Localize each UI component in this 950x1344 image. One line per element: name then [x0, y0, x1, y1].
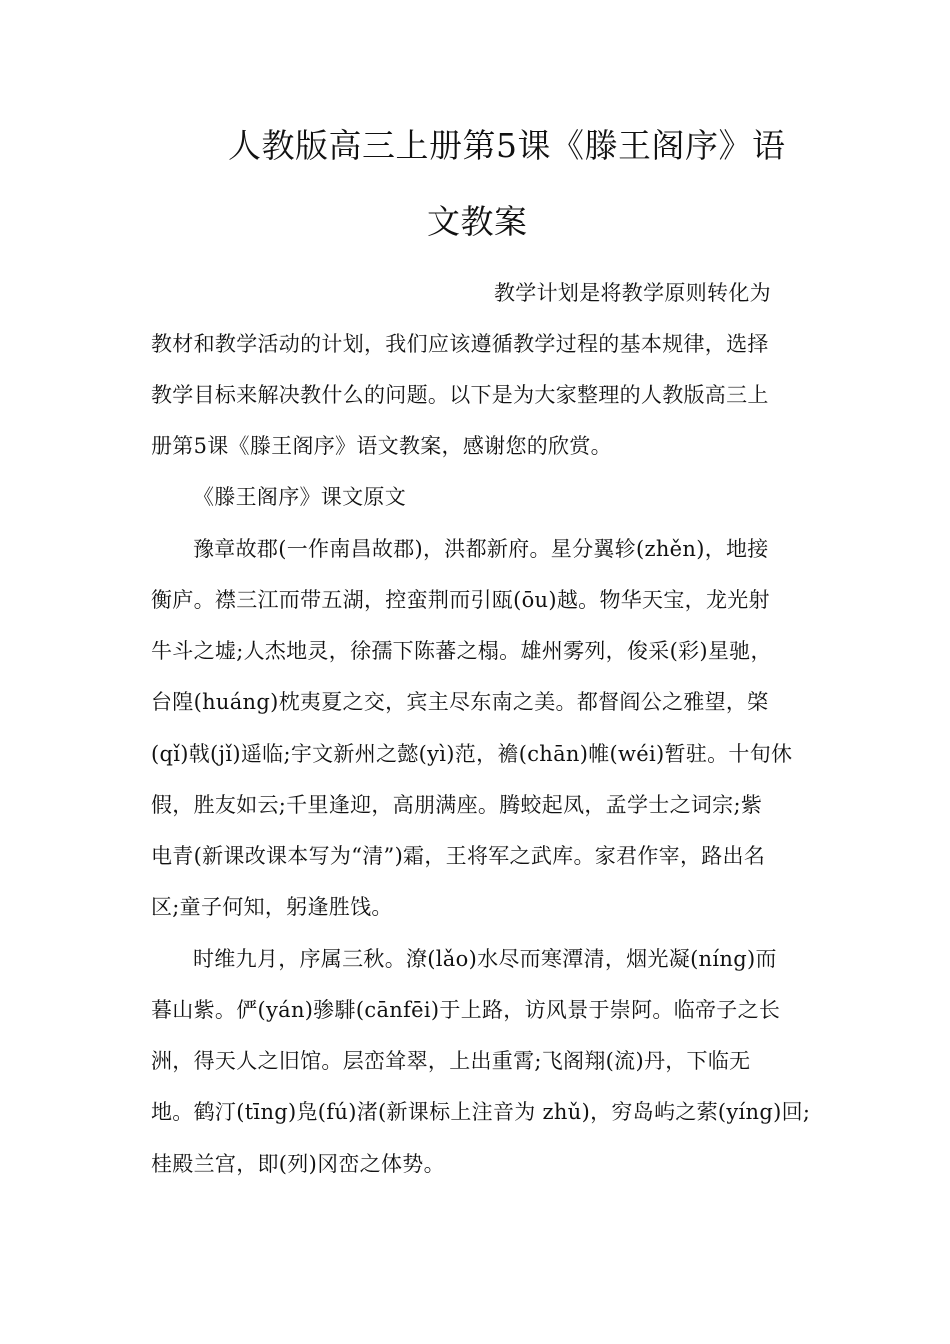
intro-line: 册第5课《滕王阁序》语文教案，感谢您的欣赏。	[151, 434, 612, 458]
paragraph-line: 时维九月，序属三秋。潦(lǎo)水尽而寒潭清，烟光凝(níng)而	[193, 947, 777, 971]
paragraph-line: 暮山紫。俨(yán)骖騑(cānfēi)于上路，访风景于崇阿。临帝子之长	[151, 998, 781, 1022]
paragraph-line: 衡庐。襟三江而带五湖，控蛮荆而引瓯(ōu)越。物华天宝，龙光射	[151, 588, 770, 612]
intro-line: 教学计划是将教学原则转化为	[494, 281, 771, 305]
intro-line: 教材和教学活动的计划，我们应该遵循教学过程的基本规律，选择	[151, 332, 769, 356]
paragraph-line: 牛斗之墟;人杰地灵，徐孺下陈蕃之榻。雄州雾列，俊采(彩)星驰，	[151, 639, 772, 663]
document-title-line-2: 文教案	[427, 202, 528, 241]
paragraph-line: 区;童子何知，躬逢胜饯。	[151, 895, 393, 919]
section-heading: 《滕王阁序》课文原文	[193, 485, 406, 509]
paragraph-line: 电青(新课改课本写为“清”)霜，王将军之武库。家君作宰，路出名	[151, 844, 766, 868]
paragraph-line: 洲，得天人之旧馆。层峦耸翠，上出重霄;飞阁翔(流)丹，下临无	[151, 1049, 751, 1073]
paragraph-line: 假，胜友如云;千里逢迎，高朋满座。腾蛟起凤，孟学士之词宗;紫	[151, 793, 763, 817]
paragraph-line: 台隍(huáng)枕夷夏之交，宾主尽东南之美。都督阎公之雅望，棨	[151, 690, 769, 714]
paragraph-line: 豫章故郡(一作南昌故郡)，洪都新府。星分翼轸(zhěn)，地接	[193, 537, 769, 561]
document-title-line-1: 人教版高三上册第5课《滕王阁序》语	[228, 126, 786, 165]
intro-line: 教学目标来解决教什么的问题。以下是为大家整理的人教版高三上	[151, 383, 769, 407]
paragraph-line: (qǐ)戟(jǐ)遥临;宇文新州之懿(yì)范，襜(chān)帷(wéi)暂驻。十旬休	[151, 742, 793, 766]
paragraph-line: 地。鹤汀(tīng)凫(fú)渚(新课标上注音为 zhǔ)，穷岛屿之萦(yíng)回;	[151, 1100, 811, 1124]
paragraph-line: 桂殿兰宫，即(列)冈峦之体势。	[151, 1152, 445, 1176]
